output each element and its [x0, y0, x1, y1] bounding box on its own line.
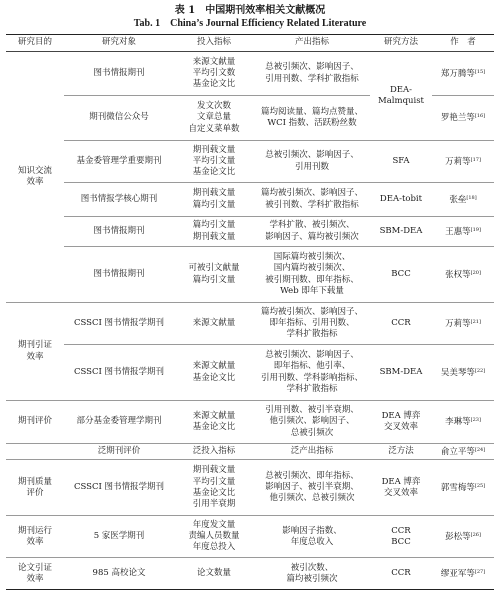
output-cell: 影响因子指数、 年度总收入 — [254, 516, 370, 558]
header-author: 作 者 — [432, 35, 494, 52]
method-cell: DEA 博弈 交叉效率 — [370, 460, 432, 516]
output-cell: 总被引频次、影响因子、 即年指标、他引率、 引用刊数、学科影响指标、 学科扩散指标 — [254, 345, 370, 401]
output-cell: 学科扩散、被引频次、 影响因子、篇均被引频次 — [254, 217, 370, 247]
literature-table — [6, 34, 494, 590]
table-caption-en: Tab. 1 China’s Journal Efficiency Related Literature — [133, 18, 367, 29]
author-cell — [432, 516, 494, 558]
input-cell: 可被引文献量 篇均引文量 — [174, 247, 254, 303]
author-cell — [432, 247, 494, 303]
method-cell: DEA 博弈 交叉效率 — [370, 401, 432, 444]
table-row — [6, 516, 494, 558]
output-cell: 引用刊数、被引半衰期、 他引频次、影响因子、 总被引频次 — [254, 401, 370, 444]
object-cell: 期刊微信公众号 — [64, 96, 174, 141]
object-cell: 图书情报学核心期刊 — [64, 183, 174, 217]
group-cell-empty — [6, 444, 64, 460]
group-cell: 知识交流 效率 — [6, 52, 64, 303]
author-ref: [16] — [474, 113, 486, 120]
author-cell — [432, 141, 494, 183]
method-cell: DEA- Malmquist — [370, 52, 432, 141]
input-cell: 期刊载文量 平均引文量 基金论文比 引用半衰期 — [174, 460, 254, 516]
table-row — [6, 183, 494, 217]
object-cell: 图书情报期刊 — [64, 217, 174, 247]
method-cell: SFA — [370, 141, 432, 183]
object-cell: 部分基金委管理学期刊 — [64, 401, 174, 444]
author-name: 王惠等 — [445, 226, 471, 237]
table-row — [6, 303, 494, 345]
header-purpose: 研究目的 — [6, 35, 64, 52]
object-cell: 图书情报期刊 — [64, 247, 174, 303]
author-cell — [432, 401, 494, 444]
input-cell: 来源文献量 基金论文比 — [174, 401, 254, 444]
author-ref: [25] — [474, 483, 486, 490]
object-cell: CSSCI 图书情报学期刊 — [64, 345, 174, 401]
input-cell: 篇均引文量 期刊载文量 — [174, 217, 254, 247]
table-row — [6, 444, 494, 460]
output-cell: 篇均被引频次、影响因子、 被引刊数、学科扩散指标 — [254, 183, 370, 217]
object-cell: 泛期刊评价 — [64, 444, 174, 460]
object-cell: 图书情报期刊 — [64, 52, 174, 96]
table-row — [6, 558, 494, 590]
header-input: 投入指标 — [174, 35, 254, 52]
author-name: 缪亚军等 — [440, 569, 475, 580]
author-name: 万莉等 — [445, 156, 471, 167]
author-name: 张权等 — [445, 269, 471, 280]
author-name: 万莉等 — [445, 318, 471, 329]
author-ref: [27] — [474, 569, 486, 576]
input-cell: 发文次数 文章总量 自定义菜单数 — [174, 96, 254, 141]
method-cell: CCR — [370, 303, 432, 345]
table-row — [6, 345, 494, 401]
author-name: 郑万腾等 — [440, 68, 475, 79]
header-method: 研究方法 — [370, 35, 432, 52]
method-cell: 泛方法 — [370, 444, 432, 460]
object-cell: CSSCI 图书情报学期刊 — [64, 303, 174, 345]
group-cell: 论文引证 效率 — [6, 558, 64, 590]
table-row — [6, 401, 494, 444]
group-cell: 期刊评价 — [6, 401, 64, 444]
table-row — [6, 460, 494, 516]
author-cell — [432, 345, 494, 401]
object-cell: 基金委管理学重要期刊 — [64, 141, 174, 183]
method-cell: SBM-DEA — [370, 217, 432, 247]
author-name: 吴美琴等 — [440, 367, 475, 378]
input-cell: 泛投入指标 — [174, 444, 254, 460]
author-ref: [24] — [474, 447, 486, 453]
group-cell: 期刊运行 效率 — [6, 516, 64, 558]
input-cell: 年度发文量 责编人员数量 年度总投入 — [174, 516, 254, 558]
output-cell: 被引次数、 篇均被引频次 — [254, 558, 370, 590]
author-cell — [432, 183, 494, 217]
output-cell: 国际篇均被引频次、 国内篇均被引频次、 被引期刊数、即年指标、 Web 即年下载量 — [254, 247, 370, 303]
author-ref: [17] — [470, 156, 481, 163]
author-name: 李琳等 — [445, 417, 471, 428]
group-cell: 期刊质量 评价 — [6, 460, 64, 516]
table-row — [6, 52, 494, 96]
output-cell: 篇均被引频次、影响因子、 即年指标、引用刊数、 学科扩散指标 — [254, 303, 370, 345]
author-ref: [19] — [470, 226, 481, 233]
author-cell — [432, 303, 494, 345]
author-cell — [432, 52, 494, 96]
input-cell: 来源文献量 — [174, 303, 254, 345]
table-caption-zh: 表 1 中国期刊效率相关文献概况 — [174, 5, 326, 16]
author-name: 彭松等 — [445, 532, 471, 543]
author-cell — [432, 96, 494, 141]
author-cell — [432, 217, 494, 247]
method-cell: BCC — [370, 247, 432, 303]
header-object: 研究对象 — [64, 35, 174, 52]
object-cell: 5 家医学期刊 — [64, 516, 174, 558]
group-cell: 期刊引证 效率 — [6, 303, 64, 401]
table-row — [6, 217, 494, 247]
table-row — [6, 247, 494, 303]
table-header-row — [6, 35, 494, 52]
object-cell: 985 高校论文 — [64, 558, 174, 590]
method-cell: DEA-tobit — [370, 183, 432, 217]
input-cell: 期刊载文量 平均引文量 基金论文比 — [174, 141, 254, 183]
output-cell: 泛产出指标 — [254, 444, 370, 460]
author-cell — [432, 460, 494, 516]
object-cell: CSSCI 图书情报学期刊 — [64, 460, 174, 516]
output-cell: 总被引频次、影响因子、 引用刊数 — [254, 141, 370, 183]
author-ref: [26] — [470, 532, 481, 539]
method-cell: SBM-DEA — [370, 345, 432, 401]
author-ref: [18] — [466, 194, 477, 201]
input-cell: 来源文献量 平均引文数 基金论文比 — [174, 52, 254, 96]
table-row — [6, 141, 494, 183]
author-cell — [432, 558, 494, 590]
author-name: 张垒 — [449, 194, 467, 205]
author-name: 俞立平等 — [440, 447, 475, 457]
author-ref: [15] — [474, 68, 486, 75]
author-ref: [22] — [474, 367, 486, 374]
input-cell: 期刊载文量 篇均引文量 — [174, 183, 254, 217]
input-cell: 来源文献量 基金论文比 — [174, 345, 254, 401]
author-name: 郭雪梅等 — [440, 483, 475, 494]
output-cell: 总被引频次、即年指标、 影响因子、被引半衰期、 他引频次、总被引频次 — [254, 460, 370, 516]
author-ref: [21] — [470, 318, 481, 325]
header-output: 产出指标 — [254, 35, 370, 52]
author-ref: [20] — [470, 269, 481, 276]
input-cell: 论文数量 — [174, 558, 254, 590]
output-cell: 总被引频次、影响因子、 引用刊数、学科扩散指标 — [254, 52, 370, 96]
method-cell: CCR — [370, 558, 432, 590]
output-cell: 篇均阅读量、篇均点赞量、 WCI 指数、活跃粉丝数 — [254, 96, 370, 141]
author-cell — [432, 444, 494, 460]
author-ref: [23] — [470, 417, 481, 424]
author-name: 罗艳兰等 — [440, 113, 475, 124]
method-cell: CCR BCC — [370, 516, 432, 558]
